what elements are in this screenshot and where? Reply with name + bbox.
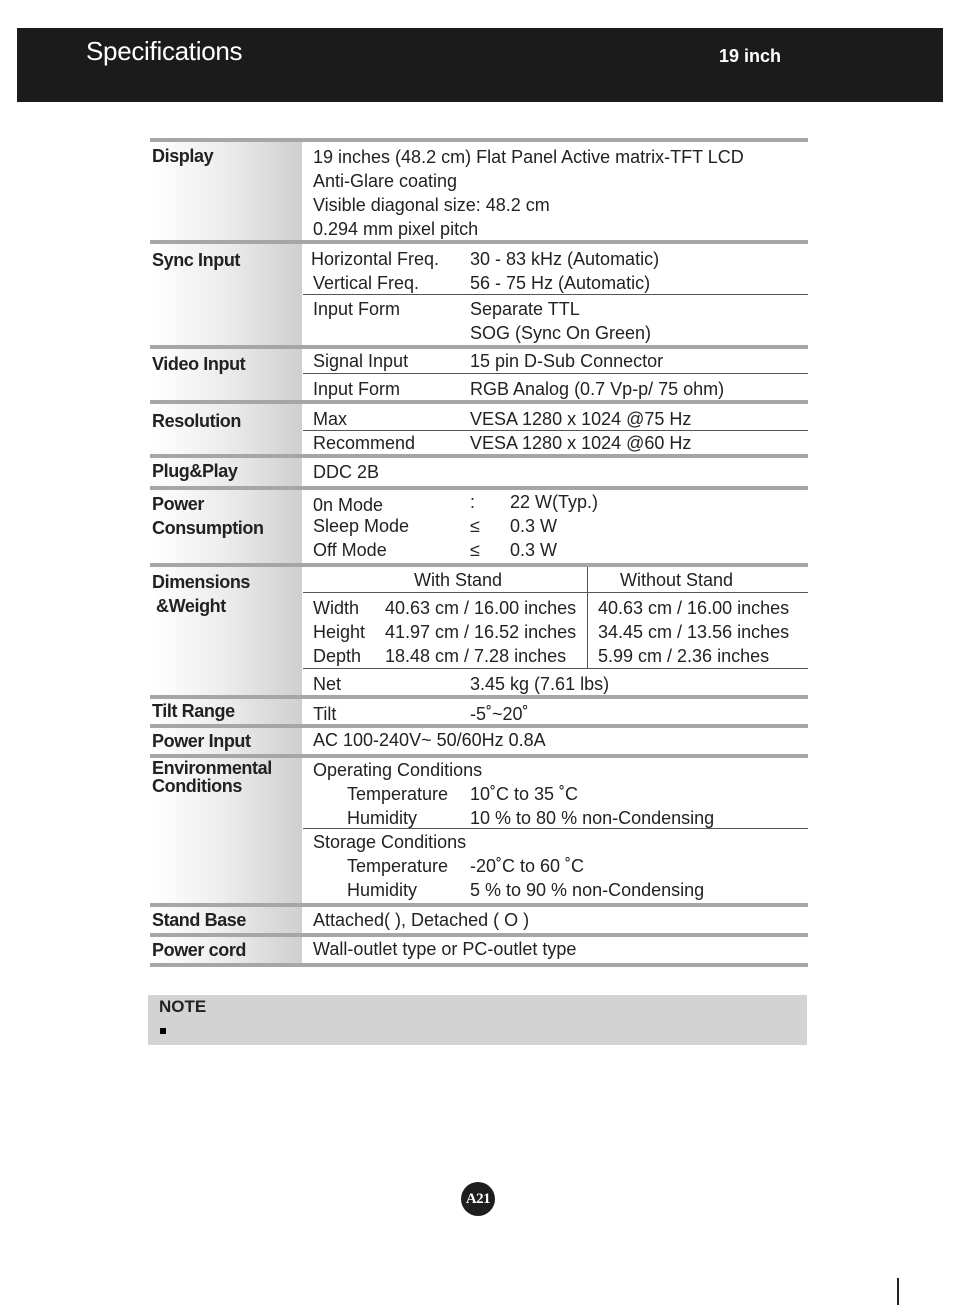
sub-separator <box>303 373 808 374</box>
power-sleep-symbol: ≤ <box>470 516 480 536</box>
resolution-recommend-value: VESA 1280 x 1024 @60 Hz <box>470 433 692 453</box>
power-sleep-value: 0.3 W <box>510 516 558 536</box>
power-off-value: 0.3 W <box>510 540 558 560</box>
row-separator <box>150 903 808 907</box>
label-weight: &Weight <box>156 596 226 616</box>
label-power-input: Power Input <box>152 731 251 751</box>
label-sync-input: Sync Input <box>152 250 241 270</box>
display-line: Anti-Glare coating <box>313 171 458 191</box>
sub-separator <box>303 592 808 593</box>
env-op-humidity-value: 10 % to 80 % non-Condensing <box>470 808 715 828</box>
model-size-label: 19 inch <box>719 46 782 66</box>
note-box <box>148 995 807 1045</box>
power-cord-value: Wall-outlet type or PC-outlet type <box>313 939 577 959</box>
sync-v-key: Vertical Freq. <box>313 273 420 293</box>
env-op-temp-value: 10˚C to 35 ˚C <box>470 784 579 804</box>
power-on-value: 22 W(Typ.) <box>510 492 599 512</box>
label-stand-base: Stand Base <box>152 910 247 930</box>
page-edge-mark <box>897 1278 899 1305</box>
label-plug-play: Plug&Play <box>152 461 238 481</box>
label-power-cord: Power cord <box>152 940 247 960</box>
dims-width-key: Width <box>313 598 360 618</box>
resolution-max-key: Max <box>313 409 348 429</box>
dims-net-key: Net <box>313 674 342 694</box>
label-conditions: Conditions <box>152 776 242 796</box>
power-on-key: 0n Mode <box>313 495 384 515</box>
env-st-humidity-value: 5 % to 90 % non-Condensing <box>470 880 705 900</box>
page-number-badge: A21 <box>461 1182 495 1216</box>
stand-base-value: Attached( ), Detached ( O ) <box>313 910 530 930</box>
label-video-input: Video Input <box>152 354 246 374</box>
env-st-temp-key: Temperature <box>347 856 449 876</box>
power-off-symbol: ≤ <box>470 540 480 560</box>
note-bullet-icon <box>160 1028 166 1034</box>
label-environmental: Environmental <box>152 758 272 778</box>
label-power: Power <box>152 494 205 514</box>
sub-separator <box>303 668 808 669</box>
row-separator <box>150 563 808 567</box>
dims-height-key: Height <box>313 622 366 642</box>
row-separator <box>150 138 808 142</box>
sync-form-value: Separate TTL <box>470 299 580 319</box>
video-signal-value: 15 pin D-Sub Connector <box>470 351 664 371</box>
env-op-temp-key: Temperature <box>347 784 449 804</box>
dims-depth-with: 18.48 cm / 7.28 inches <box>385 646 567 666</box>
dims-with-stand-header: With Stand <box>414 570 503 590</box>
sync-form-value: SOG (Sync On Green) <box>470 323 652 343</box>
dims-width-without: 40.63 cm / 16.00 inches <box>598 598 790 618</box>
sync-form-key: Input Form <box>313 299 401 319</box>
env-st-humidity-key: Humidity <box>347 880 418 900</box>
page-title: Specifications <box>86 36 243 66</box>
tilt-value: -5˚~20˚ <box>470 704 529 724</box>
note-title: NOTE <box>159 997 207 1016</box>
dims-height-without: 34.45 cm / 13.56 inches <box>598 622 790 642</box>
sync-h-key: Horizontal Freq. <box>311 249 440 269</box>
label-resolution: Resolution <box>152 411 241 431</box>
tilt-key: Tilt <box>313 704 337 724</box>
power-on-symbol: : <box>470 492 476 512</box>
resolution-recommend-key: Recommend <box>313 433 416 453</box>
row-separator <box>150 486 808 490</box>
video-signal-key: Signal Input <box>313 351 409 371</box>
resolution-max-value: VESA 1280 x 1024 @75 Hz <box>470 409 692 429</box>
plug-play-value: DDC 2B <box>313 462 380 482</box>
column-divider <box>587 567 588 668</box>
power-off-key: Off Mode <box>313 540 387 560</box>
sync-h-value: 30 - 83 kHz (Automatic) <box>470 249 660 269</box>
power-sleep-key: Sleep Mode <box>313 516 410 536</box>
spec-table <box>150 138 808 967</box>
sync-v-value: 56 - 75 Hz (Automatic) <box>470 273 651 293</box>
dims-net-value: 3.45 kg (7.61 lbs) <box>470 674 610 694</box>
display-line: Visible diagonal size: 48.2 cm <box>313 195 550 215</box>
video-form-key: Input Form <box>313 379 401 399</box>
dims-without-stand-header: Without Stand <box>620 570 734 590</box>
env-st-temp-value: -20˚C to 60 ˚C <box>470 856 585 876</box>
display-line: 19 inches (48.2 cm) Flat Panel Active matrix-TFT LCD <box>313 147 744 167</box>
dims-depth-without: 5.99 cm / 2.36 inches <box>598 646 770 666</box>
env-storage-title: Storage Conditions <box>313 832 467 852</box>
video-form-value: RGB Analog (0.7 Vp-p/ 75 ohm) <box>470 379 725 399</box>
env-op-humidity-key: Humidity <box>347 808 418 828</box>
label-tilt-range: Tilt Range <box>152 701 235 721</box>
env-operating-title: Operating Conditions <box>313 760 483 780</box>
label-display: Display <box>152 146 214 166</box>
row-separator <box>150 240 808 244</box>
display-line: 0.294 mm pixel pitch <box>313 219 479 239</box>
dims-width-with: 40.63 cm / 16.00 inches <box>385 598 577 618</box>
label-dimensions: Dimensions <box>152 572 251 592</box>
label-consumption: Consumption <box>152 518 264 538</box>
power-input-value: AC 100-240V~ 50/60Hz 0.8A <box>313 730 546 750</box>
dims-height-with: 41.97 cm / 16.52 inches <box>385 622 577 642</box>
row-separator <box>150 963 808 967</box>
dims-depth-key: Depth <box>313 646 362 666</box>
